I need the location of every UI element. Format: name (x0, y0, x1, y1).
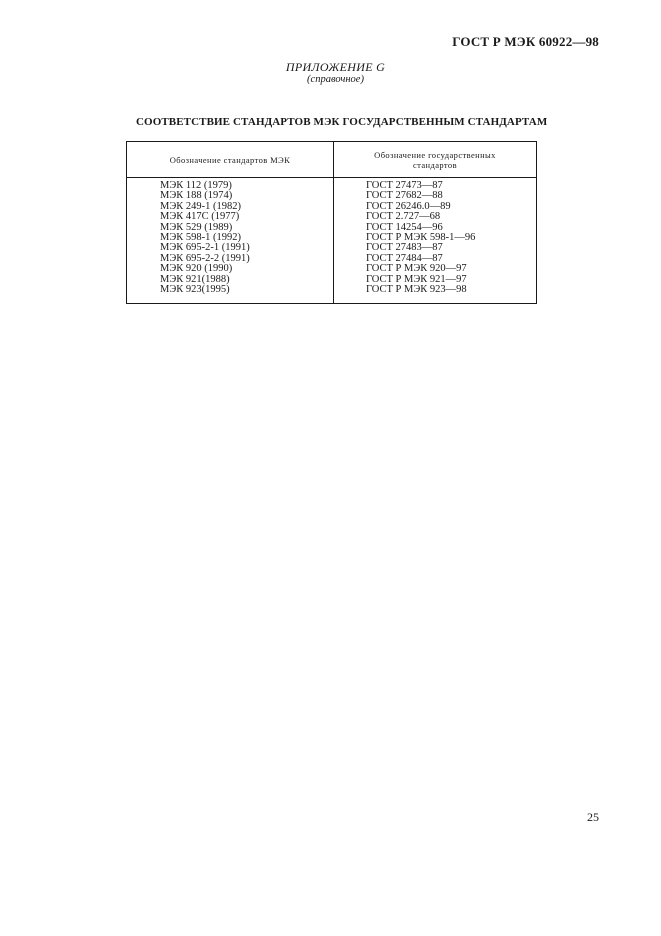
iec-cell: МЭК 188 (1974) (160, 190, 233, 202)
gost-cell: ГОСТ 26246.0—89 (366, 200, 451, 212)
header-divider (127, 177, 536, 178)
gost-cell: ГОСТ 14254—96 (366, 221, 443, 233)
gost-cell: ГОСТ 2.727—68 (366, 211, 441, 223)
iec-cell: МЭК 920 (1990) (160, 263, 233, 275)
header-state-standards: Обозначение государственных стандартов (374, 149, 496, 170)
iec-cell: МЭК 598-1 (1992) (160, 231, 242, 243)
annex-block (0, 60, 661, 86)
gost-column (366, 181, 475, 295)
iec-cell: МЭК 923(1995) (160, 283, 230, 295)
iec-cell: МЭК 249-1 (1982) (160, 200, 242, 212)
gost-cell: ГОСТ Р МЭК 598-1—96 (366, 231, 476, 243)
table-title: СООТВЕТСТВИЕ СТАНДАРТОВ МЭК ГОСУДАРСТВЕННЫМ СТАНДАРТАМ (136, 116, 548, 128)
annex-subtitle: (справочное) (307, 74, 364, 85)
annex-title: ПРИЛОЖЕНИЕ G (285, 60, 386, 74)
iec-cell: МЭК 695-2-2 (1991) (160, 252, 250, 264)
gost-cell: ГОСТ 27484—87 (366, 252, 443, 264)
gost-cell: ГОСТ 27473—87 (366, 180, 443, 191)
page-number: 25 (587, 810, 599, 824)
iec-cell: МЭК 529 (1989) (160, 221, 233, 233)
iec-cell: МЭК 112 (1979) (160, 180, 232, 191)
iec-cell: МЭК 921(1988) (160, 273, 230, 285)
gost-cell: ГОСТ 27682—88 (366, 190, 443, 202)
iec-column (160, 181, 250, 295)
gost-cell: ГОСТ Р МЭК 921—97 (366, 273, 467, 285)
iec-cell: МЭК 695-2-1 (1991) (160, 242, 250, 254)
gost-cell: ГОСТ Р МЭК 923—98 (366, 283, 467, 295)
standards-table (126, 141, 537, 304)
iec-cell: МЭК 417С (1977) (160, 211, 240, 223)
document-code: ГОСТ Р МЭК 60922—98 (452, 34, 599, 49)
gost-cell: ГОСТ 27483—87 (366, 242, 443, 254)
gost-cell: ГОСТ Р МЭК 920—97 (366, 263, 467, 275)
header-iec-standards: Обозначение стандартов МЭК (169, 154, 291, 165)
